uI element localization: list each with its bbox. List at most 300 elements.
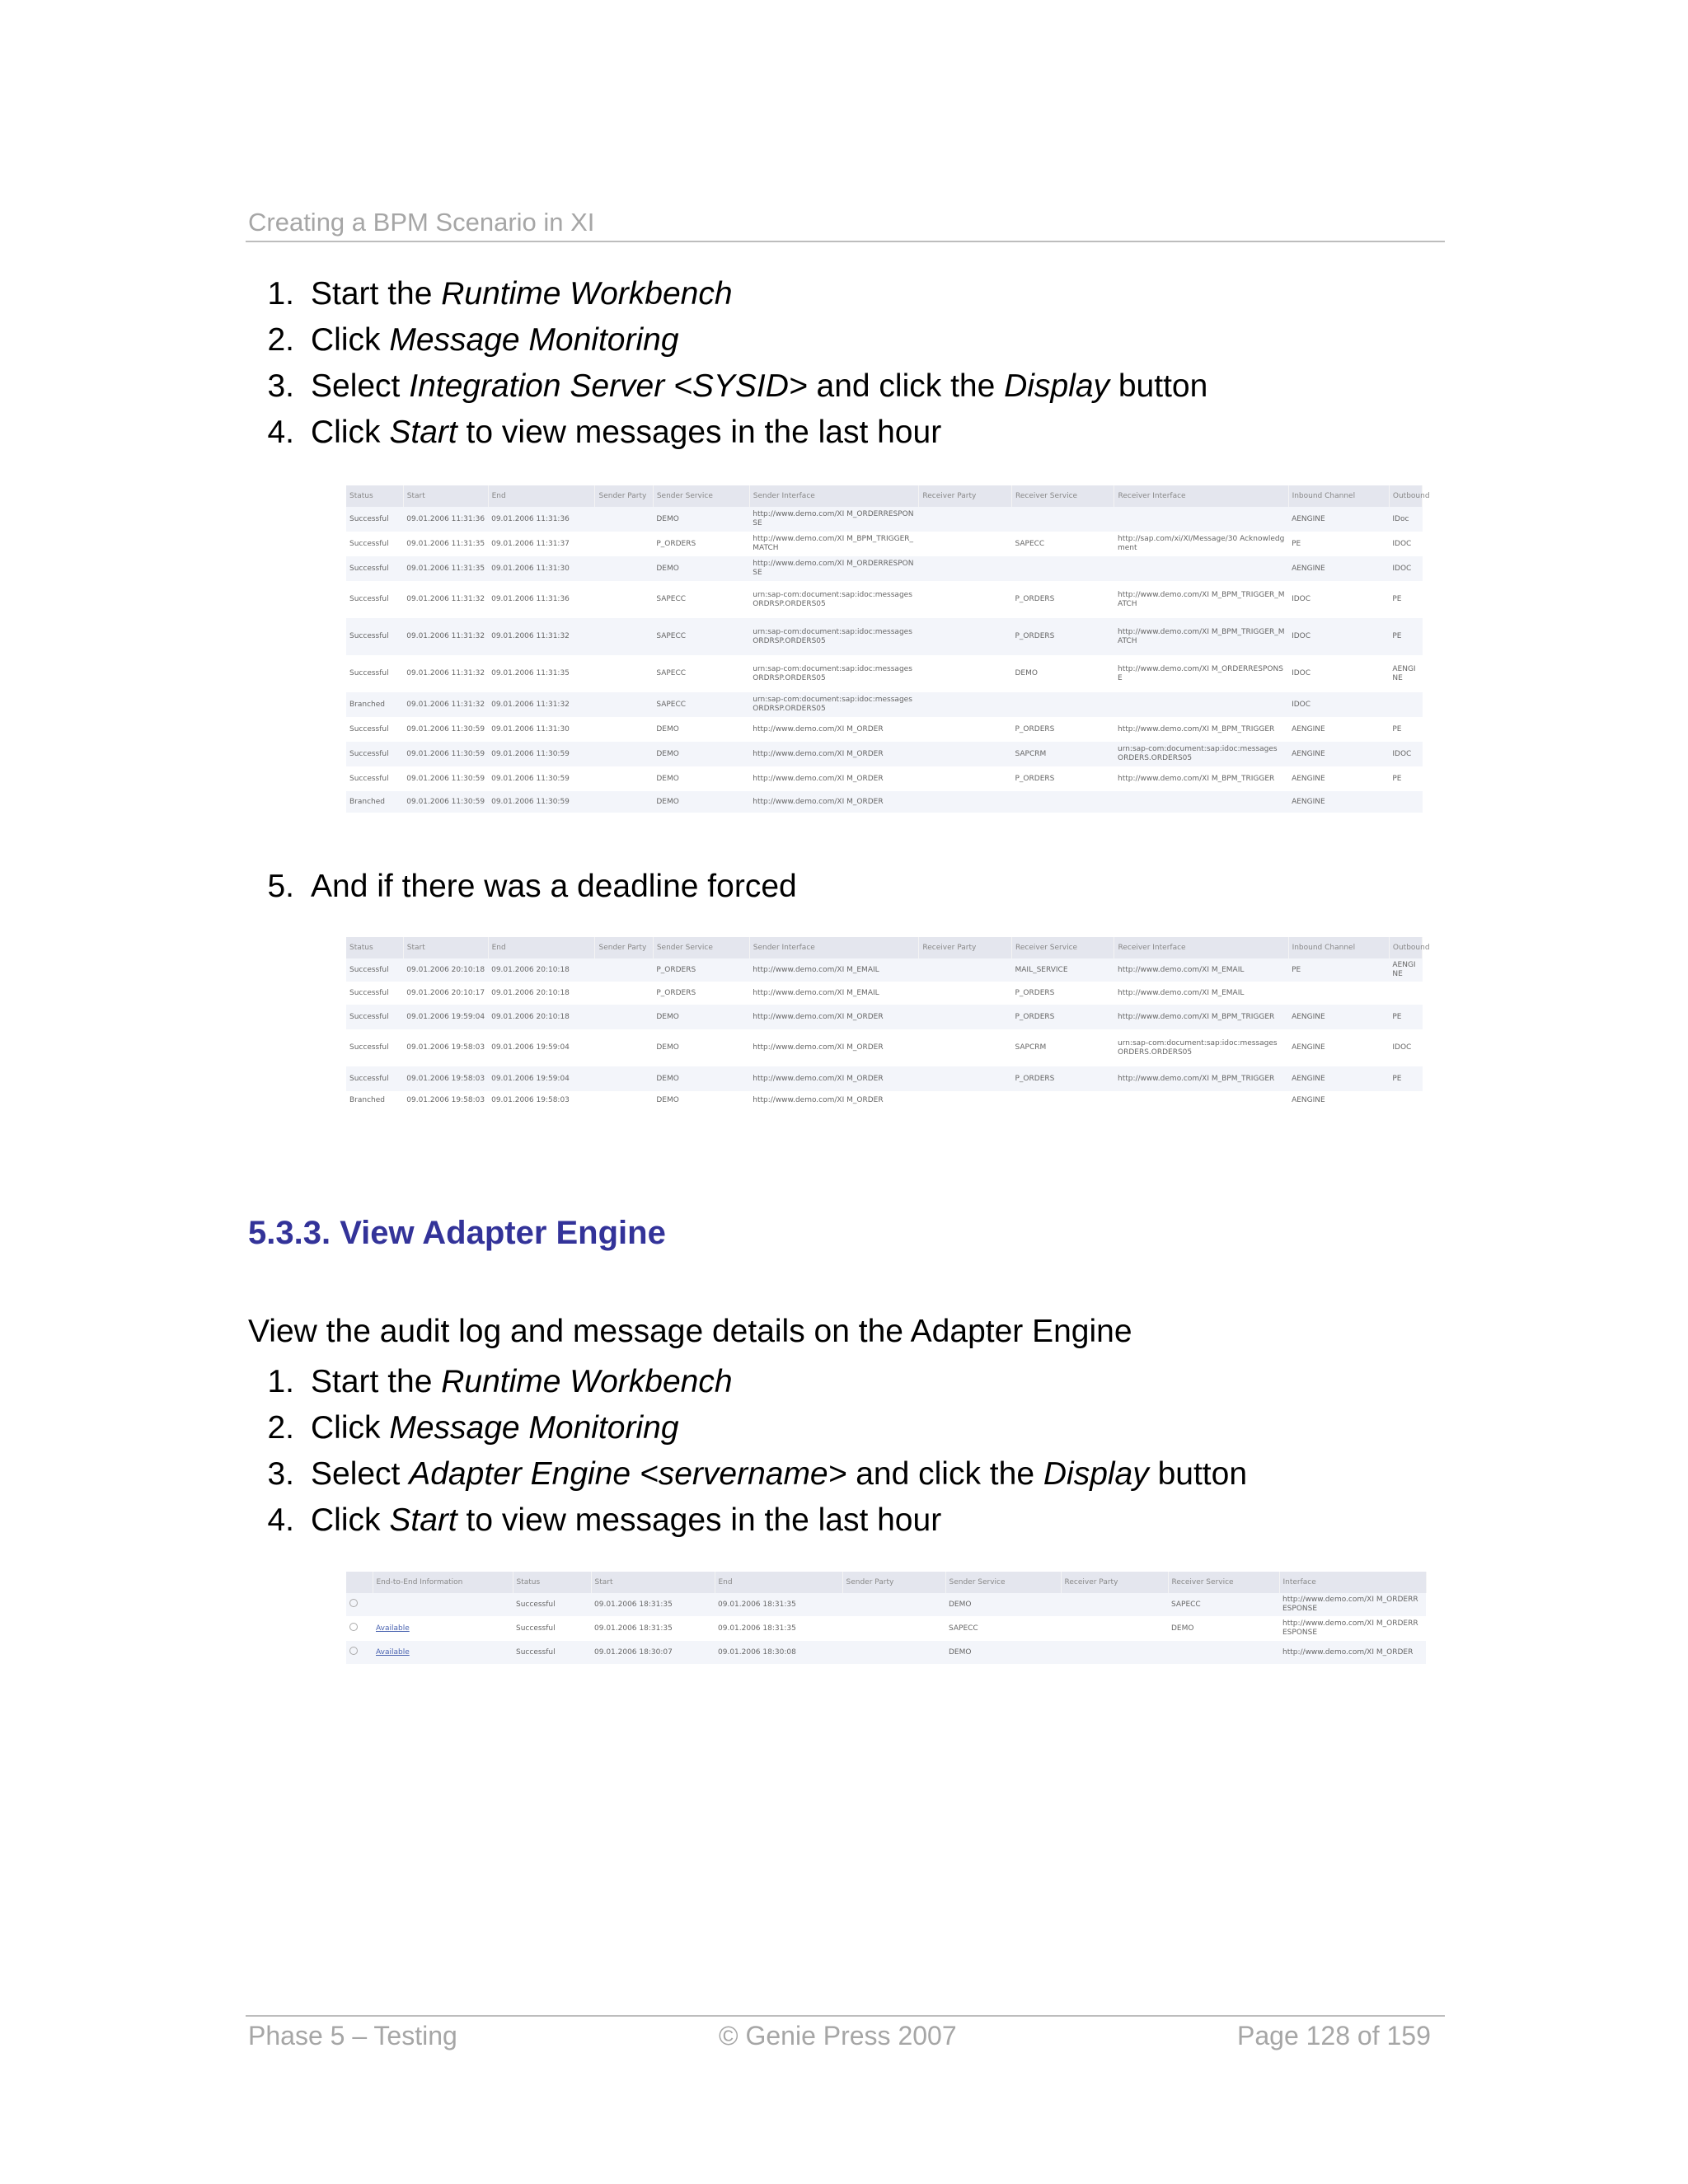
table-cell: DEMO (653, 1005, 749, 1029)
table-cell (919, 1066, 1012, 1091)
table-cell (1389, 982, 1422, 1005)
table-cell (919, 958, 1012, 982)
table-cell: 09.01.2006 18:31:35 (715, 1616, 842, 1641)
table-cell: 09.01.2006 11:31:30 (488, 556, 595, 581)
column-header[interactable]: Inbound Channel (1288, 937, 1389, 958)
table-cell: http://www.demo.com/XI M_BPM_TRIGGER_MATCH (749, 532, 919, 556)
table-cell: DEMO (945, 1641, 1061, 1664)
table-cell: http://www.demo.com/XI M_ORDER (1279, 1641, 1426, 1664)
table-cell: http://www.demo.com/XI M_ORDER (749, 766, 919, 791)
table-cell: http://www.demo.com/XI M_BPM_TRIGGER_MATCH (1114, 618, 1288, 655)
column-header[interactable]: Receiver Service (1012, 937, 1114, 958)
column-header[interactable]: Sender Interface (749, 937, 919, 958)
table-cell (595, 692, 653, 717)
table-cell (1061, 1641, 1168, 1664)
table-cell: 09.01.2006 11:31:36 (488, 581, 595, 618)
table-cell: 09.01.2006 20:10:18 (488, 1005, 595, 1029)
table-cell: DEMO (653, 717, 749, 742)
table-cell (595, 556, 653, 581)
table-cell: AENGINE (1389, 958, 1422, 982)
end-to-end-link[interactable]: Available (376, 1647, 410, 1657)
table-cell (919, 1029, 1012, 1066)
end-to-end-link[interactable]: Available (376, 1624, 410, 1633)
table-cell: 09.01.2006 11:31:30 (488, 717, 595, 742)
table-row[interactable] (346, 507, 1423, 532)
table-cell: PE (1389, 1066, 1422, 1091)
table-cell: PE (1389, 581, 1422, 618)
table-cell: 09.01.2006 19:58:03 (403, 1029, 488, 1066)
table-cell: 09.01.2006 19:59:04 (488, 1066, 595, 1091)
step-item: 5. And if there was a deadline forced (267, 869, 797, 904)
table-cell: 09.01.2006 11:31:35 (403, 556, 488, 581)
footer-rule (246, 2015, 1445, 2017)
table-cell: AENGINE (1389, 655, 1422, 692)
column-header[interactable]: Receiver Interface (1114, 485, 1288, 507)
table-cell: P_ORDERS (653, 958, 749, 982)
table-cell: Successful (346, 742, 403, 766)
table-row[interactable] (346, 532, 1423, 556)
table-cell: 09.01.2006 11:31:32 (403, 581, 488, 618)
column-header[interactable]: Status (513, 1572, 591, 1593)
table-row[interactable] (346, 791, 1423, 813)
column-header[interactable]: Sender Service (653, 485, 749, 507)
steps-list-1 (248, 271, 1207, 456)
step-item: 4. Click Start to view messages in the last hour (267, 415, 942, 450)
table-cell (1114, 1091, 1288, 1109)
table-cell: P_ORDERS (653, 982, 749, 1005)
table-cell: Successful (346, 1029, 403, 1066)
table-cell: MAIL_SERVICE (1012, 958, 1114, 982)
table-cell (1012, 791, 1114, 813)
table-cell: 09.01.2006 11:31:36 (488, 507, 595, 532)
column-header[interactable]: Interface (1279, 1572, 1426, 1593)
row-radio[interactable] (349, 1647, 358, 1655)
table-cell: Successful (346, 982, 403, 1005)
table-cell (595, 532, 653, 556)
table-cell: Successful (346, 766, 403, 791)
table-cell: http://www.demo.com/XI M_ORDERRESPONSE (1279, 1593, 1426, 1616)
table-cell (373, 1616, 513, 1641)
table-cell (842, 1593, 945, 1616)
column-header[interactable]: Sender Party (595, 937, 653, 958)
table-cell (595, 766, 653, 791)
table-cell (373, 1593, 513, 1616)
table-cell: Successful (346, 655, 403, 692)
column-header[interactable]: Receiver Party (1061, 1572, 1168, 1593)
table-cell: 09.01.2006 11:31:32 (403, 618, 488, 655)
table-cell (595, 1005, 653, 1029)
table-cell: urn:sap-com:document:sap:idoc:messages ORDERS.ORDERS05 (1114, 742, 1288, 766)
table-cell: 09.01.2006 11:30:59 (488, 791, 595, 813)
table-cell: Branched (346, 791, 403, 813)
table-cell: 09.01.2006 20:10:18 (488, 958, 595, 982)
column-header[interactable]: Status (346, 485, 403, 507)
table-cell: Successful (346, 618, 403, 655)
table-row[interactable] (346, 556, 1423, 581)
table-cell: P_ORDERS (1012, 717, 1114, 742)
table-cell: SAPECC (1168, 1593, 1279, 1616)
table-row[interactable] (346, 655, 1423, 692)
table-row[interactable] (346, 692, 1423, 717)
step-item: 4. Click Start to view messages in the last hour (267, 1502, 942, 1538)
column-header[interactable]: Outbound (1389, 485, 1422, 507)
table-cell: 09.01.2006 18:31:35 (591, 1616, 715, 1641)
table-cell: DEMO (653, 742, 749, 766)
table-cell: 09.01.2006 19:58:03 (403, 1091, 488, 1109)
column-header[interactable]: Sender Service (653, 937, 749, 958)
table-cell: AENGINE (1288, 1029, 1389, 1066)
table-cell: PE (1389, 1005, 1422, 1029)
table-cell: SAPECC (653, 655, 749, 692)
column-header[interactable]: Receiver Party (919, 937, 1012, 958)
table-header-row (346, 485, 1423, 507)
footer-left: Phase 5 – Testing (248, 2021, 457, 2050)
step-item: 2. Click Message Monitoring (267, 322, 679, 358)
header-rule (246, 241, 1445, 242)
table-cell: AENGINE (1288, 1066, 1389, 1091)
column-header[interactable]: Sender Interface (749, 485, 919, 507)
table-cell (842, 1616, 945, 1641)
table-cell (1114, 791, 1288, 813)
table-cell (919, 791, 1012, 813)
table-row[interactable] (346, 717, 1423, 742)
table-cell: DEMO (653, 1091, 749, 1109)
table-cell: IDOC (1389, 556, 1422, 581)
table-cell: PE (1389, 766, 1422, 791)
table-cell: http://www.demo.com/XI M_ORDERRESPONSE (749, 507, 919, 532)
table-cell: Successful (513, 1616, 591, 1641)
table-cell (1389, 1091, 1422, 1109)
table-cell (919, 507, 1012, 532)
table-cell: DEMO (653, 1066, 749, 1091)
table-cell: http://www.demo.com/XI M_EMAIL (1114, 982, 1288, 1005)
table-cell: 09.01.2006 11:31:35 (488, 655, 595, 692)
table-cell (595, 958, 653, 982)
table-cell (919, 982, 1012, 1005)
table-cell: 09.01.2006 11:31:35 (403, 532, 488, 556)
step-item: 3. Select Adapter Engine <servername> and click the Display button (267, 1456, 1248, 1492)
table-cell (595, 507, 653, 532)
table-cell (595, 1066, 653, 1091)
table-cell: IDOC (1389, 1029, 1422, 1066)
table-cell: 09.01.2006 11:30:59 (403, 766, 488, 791)
table-cell: 09.01.2006 19:58:03 (488, 1091, 595, 1109)
table-cell: http://www.demo.com/XI M_BPM_TRIGGER (1114, 717, 1288, 742)
table-cell (919, 556, 1012, 581)
steps-list-step5 (248, 864, 797, 910)
table-cell: P_ORDERS (1012, 618, 1114, 655)
table-cell: 09.01.2006 11:31:32 (488, 692, 595, 717)
step-item: 2. Click Message Monitoring (267, 1410, 679, 1446)
column-header[interactable]: Sender Party (595, 485, 653, 507)
column-header[interactable]: End-to-End Information (373, 1572, 513, 1593)
column-header[interactable]: Receiver Service (1012, 485, 1114, 507)
table-cell (919, 692, 1012, 717)
table-row[interactable] (346, 1616, 1426, 1641)
table-cell (919, 1091, 1012, 1109)
table-cell (1114, 692, 1288, 717)
table-cell: IDoc (1389, 507, 1422, 532)
table-cell: Successful (346, 507, 403, 532)
table-cell (346, 1641, 373, 1664)
column-header[interactable]: Receiver Party (919, 485, 1012, 507)
table-cell: http://www.demo.com/XI M_ORDER (749, 791, 919, 813)
table-row[interactable] (346, 1593, 1426, 1616)
table-cell: AENGINE (1288, 766, 1389, 791)
table-cell (346, 1616, 373, 1641)
table-cell (595, 581, 653, 618)
table-row[interactable] (346, 982, 1423, 1005)
running-header: Creating a BPM Scenario in XI (248, 208, 595, 237)
table-cell: urn:sap-com:document:sap:idoc:messages ORDRSP.ORDERS05 (749, 618, 919, 655)
table-cell: 09.01.2006 20:10:18 (403, 958, 488, 982)
table-cell: 09.01.2006 19:59:04 (488, 1029, 595, 1066)
table-cell: AENGINE (1288, 556, 1389, 581)
table-cell: 09.01.2006 20:10:17 (403, 982, 488, 1005)
table-cell: Successful (346, 556, 403, 581)
table-cell (595, 1091, 653, 1109)
step-item: 1. Start the Runtime Workbench (267, 276, 733, 312)
table-cell (1114, 556, 1288, 581)
table-cell (1061, 1593, 1168, 1616)
column-header[interactable]: Sender Service (945, 1572, 1061, 1593)
table-cell: http://www.demo.com/XI M_ORDER (749, 1066, 919, 1091)
footer-center: © Genie Press 2007 (719, 2021, 957, 2050)
table-cell: DEMO (653, 556, 749, 581)
table-cell: P_ORDERS (653, 532, 749, 556)
column-header[interactable]: Start (403, 485, 488, 507)
column-header[interactable]: Status (346, 937, 403, 958)
table-cell: http://www.demo.com/XI M_EMAIL (749, 958, 919, 982)
table-cell (1012, 507, 1114, 532)
table-cell: 09.01.2006 11:30:59 (488, 766, 595, 791)
table-cell: Successful (513, 1641, 591, 1664)
table-cell: 09.01.2006 18:31:35 (591, 1593, 715, 1616)
column-header (346, 1572, 373, 1593)
table-cell: urn:sap-com:document:sap:idoc:messages ORDRSP.ORDERS05 (749, 581, 919, 618)
table-row[interactable] (346, 1005, 1423, 1029)
table-cell: AENGINE (1288, 717, 1389, 742)
table-row[interactable] (346, 581, 1423, 618)
table-cell: 09.01.2006 18:30:07 (591, 1641, 715, 1664)
table-cell: http://www.demo.com/XI M_EMAIL (749, 982, 919, 1005)
table-cell: http://www.demo.com/XI M_ORDER (749, 742, 919, 766)
table-cell (919, 532, 1012, 556)
table-cell: IDOC (1288, 655, 1389, 692)
table-cell: DEMO (653, 791, 749, 813)
table-cell: 09.01.2006 20:10:18 (488, 982, 595, 1005)
table-cell: http://www.demo.com/XI M_ORDER (749, 1029, 919, 1066)
table-row[interactable] (346, 742, 1423, 766)
table-row[interactable] (346, 618, 1423, 655)
column-header[interactable]: Start (591, 1572, 715, 1593)
table-cell: SAPCRM (1012, 1029, 1114, 1066)
table-cell: SAPECC (945, 1616, 1061, 1641)
column-header[interactable]: Sender Party (842, 1572, 945, 1593)
table-cell (1012, 556, 1114, 581)
table-cell: DEMO (653, 507, 749, 532)
table-cell: IDOC (1288, 618, 1389, 655)
column-header[interactable]: End (488, 485, 595, 507)
table-cell: P_ORDERS (1012, 581, 1114, 618)
table-cell: AENGINE (1288, 1091, 1389, 1109)
table-cell: SAPECC (653, 618, 749, 655)
table-cell: Successful (346, 717, 403, 742)
adapter-engine-table (346, 1572, 1427, 1664)
column-header[interactable]: Receiver Service (1168, 1572, 1279, 1593)
table-cell: Successful (346, 581, 403, 618)
table-cell: AENGINE (1288, 507, 1389, 532)
table-cell (373, 1641, 513, 1664)
table-cell: PE (1389, 618, 1422, 655)
table-cell: urn:sap-com:document:sap:idoc:messages ORDRSP.ORDERS05 (749, 655, 919, 692)
table-cell: 09.01.2006 19:59:04 (403, 1005, 488, 1029)
table-cell: SAPECC (653, 692, 749, 717)
step-item: 3. Select Integration Server <SYSID> and click the Display button (267, 368, 1208, 404)
table-cell: DEMO (1012, 655, 1114, 692)
table-cell (595, 1029, 653, 1066)
table-cell (595, 982, 653, 1005)
table-cell: 09.01.2006 11:31:32 (403, 692, 488, 717)
table-cell: http://www.demo.com/XI M_ORDER (749, 717, 919, 742)
table-cell: Successful (346, 1005, 403, 1029)
table-cell: Successful (346, 532, 403, 556)
table-cell: http://www.demo.com/XI M_BPM_TRIGGER_MATCH (1114, 581, 1288, 618)
table-cell: http://www.demo.com/XI M_BPM_TRIGGER (1114, 1005, 1288, 1029)
table-cell: P_ORDERS (1012, 1066, 1114, 1091)
table-cell (919, 581, 1012, 618)
table-cell: SAPCRM (1012, 742, 1114, 766)
table-cell: urn:sap-com:document:sap:idoc:messages ORDRSP.ORDERS05 (749, 692, 919, 717)
steps-list-2 (248, 1359, 1247, 1544)
table-cell: P_ORDERS (1012, 1005, 1114, 1029)
table-cell: P_ORDERS (1012, 766, 1114, 791)
table-cell (919, 655, 1012, 692)
intro-text: View the audit log and message details on the Adapter Engine (248, 1314, 1132, 1349)
table-row[interactable] (346, 1029, 1423, 1066)
footer-right: Page 128 of 159 (1237, 2021, 1431, 2050)
table-cell (919, 1005, 1012, 1029)
table-cell (1288, 982, 1389, 1005)
table-cell (1114, 507, 1288, 532)
table-cell: http://sap.com/xi/XI/Message/30 Acknowledgment (1114, 532, 1288, 556)
column-header[interactable]: End (715, 1572, 842, 1593)
table-row[interactable] (346, 1091, 1423, 1109)
table-cell: PE (1389, 717, 1422, 742)
table-cell: http://www.demo.com/XI M_ORDERRESPONSE (1114, 655, 1288, 692)
table-cell: http://www.demo.com/XI M_BPM_TRIGGER (1114, 1066, 1288, 1091)
table-cell: 09.01.2006 18:30:08 (715, 1641, 842, 1664)
table-cell (595, 618, 653, 655)
table-cell: 09.01.2006 11:30:59 (403, 717, 488, 742)
table-cell: DEMO (653, 766, 749, 791)
table-cell: AENGINE (1288, 742, 1389, 766)
table-cell (346, 1593, 373, 1616)
table-cell: IDOC (1389, 742, 1422, 766)
table-cell: 09.01.2006 18:31:35 (715, 1593, 842, 1616)
column-header[interactable]: Inbound Channel (1288, 485, 1389, 507)
table-cell: IDOC (1288, 581, 1389, 618)
table-cell: 09.01.2006 11:31:37 (488, 532, 595, 556)
table-cell: PE (1288, 958, 1389, 982)
table-cell (1061, 1616, 1168, 1641)
table-cell: 09.01.2006 11:30:59 (403, 742, 488, 766)
table-cell: http://www.demo.com/XI M_BPM_TRIGGER (1114, 766, 1288, 791)
column-header[interactable]: Outbound (1389, 937, 1422, 958)
table-cell: DEMO (653, 1029, 749, 1066)
table-cell (1389, 791, 1422, 813)
table-cell (595, 791, 653, 813)
table-cell (1012, 692, 1114, 717)
table-cell: http://www.demo.com/XI M_EMAIL (1114, 958, 1288, 982)
table-cell: PE (1288, 532, 1389, 556)
table-cell (919, 766, 1012, 791)
table-cell (595, 717, 653, 742)
table-cell: P_ORDERS (1012, 982, 1114, 1005)
table-cell: DEMO (1168, 1616, 1279, 1641)
table-cell: DEMO (945, 1593, 1061, 1616)
table-cell (919, 618, 1012, 655)
table-cell: 09.01.2006 19:58:03 (403, 1066, 488, 1091)
column-header[interactable]: Start (403, 937, 488, 958)
table-cell (1389, 692, 1422, 717)
table-cell: 09.01.2006 11:31:32 (403, 655, 488, 692)
table-cell: Branched (346, 692, 403, 717)
deadline-message-table (346, 937, 1430, 1109)
table-row[interactable] (346, 766, 1423, 791)
step-item: 1. Start the Runtime Workbench (267, 1364, 733, 1399)
table-cell: AENGINE (1288, 1005, 1389, 1029)
table-cell: Successful (346, 1066, 403, 1091)
table-cell (1168, 1641, 1279, 1664)
table-cell: IDOC (1389, 532, 1422, 556)
table-row[interactable] (346, 1066, 1423, 1091)
column-header[interactable]: End (488, 937, 595, 958)
table-header-row (346, 1572, 1426, 1593)
table-cell: http://www.demo.com/XI M_ORDERRESPONSE (749, 556, 919, 581)
table-cell: 09.01.2006 11:31:36 (403, 507, 488, 532)
table-cell: Successful (346, 958, 403, 982)
table-cell: 09.01.2006 11:30:59 (488, 742, 595, 766)
table-cell: http://www.demo.com/XI M_ORDERRESPONSE (1279, 1616, 1426, 1641)
section-heading: 5.3.3. View Adapter Engine (248, 1215, 666, 1251)
row-radio[interactable] (349, 1599, 358, 1607)
table-cell: http://www.demo.com/XI M_ORDER (749, 1091, 919, 1109)
table-cell: Branched (346, 1091, 403, 1109)
table-cell: Successful (513, 1593, 591, 1616)
row-radio[interactable] (349, 1623, 358, 1631)
table-cell: IDOC (1288, 692, 1389, 717)
table-cell: SAPECC (1012, 532, 1114, 556)
table-cell (1012, 1091, 1114, 1109)
table-cell: 09.01.2006 11:30:59 (403, 791, 488, 813)
table-cell: AENGINE (1288, 791, 1389, 813)
table-row[interactable] (346, 1641, 1426, 1664)
table-cell (595, 655, 653, 692)
table-cell (919, 717, 1012, 742)
table-cell (595, 742, 653, 766)
table-row[interactable] (346, 958, 1423, 982)
table-cell (919, 742, 1012, 766)
table-cell (842, 1641, 945, 1664)
table-cell: http://www.demo.com/XI M_ORDER (749, 1005, 919, 1029)
column-header[interactable]: Receiver Interface (1114, 937, 1288, 958)
table-cell: urn:sap-com:document:sap:idoc:messages ORDERS.ORDERS05 (1114, 1029, 1288, 1066)
table-cell: 09.01.2006 11:31:32 (488, 618, 595, 655)
message-monitor-table (346, 485, 1430, 813)
table-cell: SAPECC (653, 581, 749, 618)
table-header-row (346, 937, 1423, 958)
